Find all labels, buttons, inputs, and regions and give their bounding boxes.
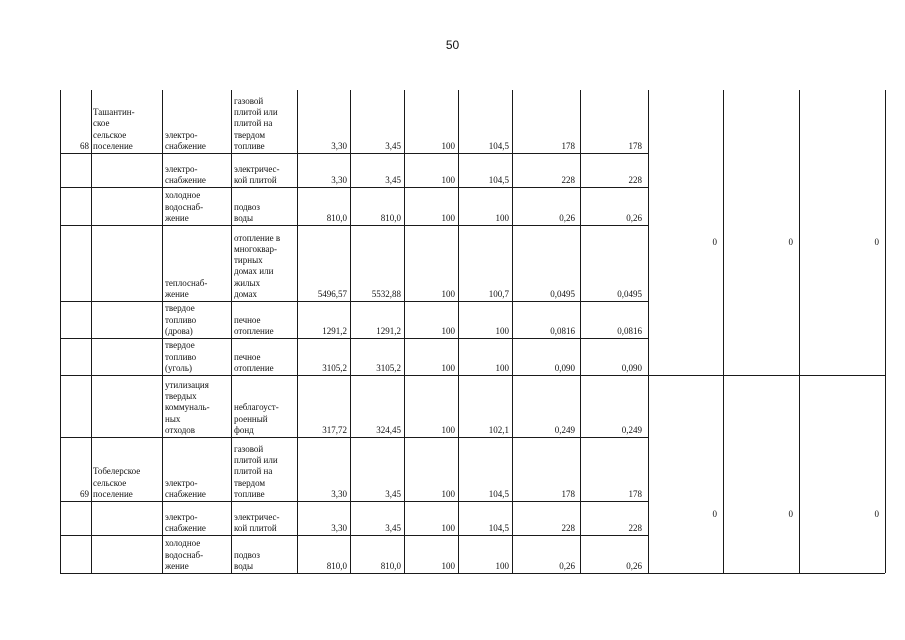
row-rule (648, 375, 885, 376)
value-cell: 0,0495 (550, 288, 575, 299)
value-cell: 0,249 (621, 424, 642, 435)
right-group-value: 0 (712, 237, 717, 247)
value-cell: 3105,2 (322, 362, 347, 373)
right-group-value: 0 (874, 509, 879, 519)
right-group-value: 0 (712, 509, 717, 519)
column-rule (885, 90, 886, 573)
row-rule (60, 301, 648, 302)
value-cell: 178 (628, 140, 642, 151)
value-cell: 0,0816 (617, 325, 642, 336)
value-cell: 810,0 (380, 212, 401, 223)
value-cell: 100 (495, 560, 509, 571)
column-rule (231, 90, 232, 573)
service-type: электро- снабжение (165, 511, 206, 533)
value-cell: 228 (561, 174, 575, 185)
value-cell: 100 (441, 560, 455, 571)
service-condition: неблагоуст- роенный фонд (234, 402, 279, 435)
value-cell: 3,30 (331, 488, 347, 499)
service-type: электро- снабжение (165, 477, 206, 499)
value-cell: 178 (628, 488, 642, 499)
service-type: теплоснаб- жение (165, 277, 208, 299)
page-number: 50 (445, 38, 460, 52)
service-type: холодное водоснаб- жение (165, 190, 204, 223)
row-rule (60, 573, 648, 574)
value-cell: 3,30 (331, 174, 347, 185)
value-cell: 0,26 (626, 212, 642, 223)
service-type: электро- снабжение (165, 129, 206, 151)
row-number: 68 (80, 140, 89, 151)
service-condition: подвоз воды (234, 201, 260, 223)
right-group-value: 0 (788, 237, 793, 247)
row-rule (60, 187, 648, 188)
column-rule (162, 90, 163, 573)
value-cell: 104,5 (488, 140, 509, 151)
value-cell: 102,1 (488, 424, 509, 435)
right-group-value: 0 (788, 509, 793, 519)
value-cell: 0,26 (626, 560, 642, 571)
value-cell: 0,26 (559, 560, 575, 571)
value-cell: 5496,57 (317, 288, 347, 299)
value-cell: 104,5 (488, 522, 509, 533)
column-rule (799, 90, 800, 573)
value-cell: 100 (441, 140, 455, 151)
service-type: электро- снабжение (165, 163, 206, 185)
value-cell: 104,5 (488, 488, 509, 499)
row-rule (648, 573, 885, 574)
value-cell: 3,45 (385, 174, 401, 185)
value-cell: 100 (441, 174, 455, 185)
service-type: твердое топливо (уголь) (165, 340, 197, 373)
value-cell: 0,26 (559, 212, 575, 223)
column-rule (91, 90, 92, 573)
value-cell: 100 (441, 212, 455, 223)
row-rule (60, 338, 648, 339)
value-cell: 1291,2 (376, 325, 401, 336)
value-cell: 317,72 (322, 424, 347, 435)
column-rule (723, 90, 724, 573)
value-cell: 1291,2 (322, 325, 347, 336)
service-condition: электричес- кой плитой (234, 511, 280, 533)
value-cell: 0,249 (554, 424, 575, 435)
value-cell: 810,0 (380, 560, 401, 571)
value-cell: 0,090 (621, 362, 642, 373)
column-rule (60, 90, 61, 573)
value-cell: 810,0 (326, 212, 347, 223)
value-cell: 228 (628, 522, 642, 533)
value-cell: 3,30 (331, 140, 347, 151)
service-condition: подвоз воды (234, 549, 260, 571)
value-cell: 3,30 (331, 522, 347, 533)
row-number: 69 (80, 488, 89, 499)
value-cell: 3105,2 (376, 362, 401, 373)
value-cell: 228 (561, 522, 575, 533)
column-rule (648, 90, 649, 573)
service-condition: отопление в многоквар- тирных домах или жилых домах (234, 232, 281, 299)
row-rule (60, 437, 648, 438)
value-cell: 100 (441, 488, 455, 499)
service-condition: печное отопление (234, 314, 274, 336)
value-cell: 3,45 (385, 488, 401, 499)
settlement-name: Тобелерское сельское поселение (93, 466, 141, 499)
settlement-name: Ташантин- ское сельское поселение (93, 107, 135, 151)
value-cell: 324,45 (376, 424, 401, 435)
value-cell: 178 (561, 488, 575, 499)
row-rule (60, 153, 648, 154)
value-cell: 100 (441, 522, 455, 533)
row-rule (60, 535, 648, 536)
service-type: утилизация твердых коммуналь- ных отходов (165, 379, 210, 435)
value-cell: 100 (441, 362, 455, 373)
service-condition: газовой плитой или плитой на твердом топливе (234, 443, 278, 499)
value-cell: 3,45 (385, 140, 401, 151)
value-cell: 0,0495 (617, 288, 642, 299)
value-cell: 100 (495, 362, 509, 373)
value-cell: 0,090 (554, 362, 575, 373)
value-cell: 810,0 (326, 560, 347, 571)
value-cell: 100 (441, 325, 455, 336)
value-cell: 100,7 (488, 288, 509, 299)
service-type: холодное водоснаб- жение (165, 538, 204, 571)
service-type: твердое топливо (дрова) (165, 303, 197, 336)
row-rule (60, 225, 648, 226)
value-cell: 100 (495, 325, 509, 336)
row-rule (60, 375, 648, 376)
row-rule (60, 501, 648, 502)
value-cell: 0,0816 (550, 325, 575, 336)
value-cell: 5532,88 (371, 288, 401, 299)
value-cell: 104,5 (488, 174, 509, 185)
value-cell: 100 (441, 424, 455, 435)
right-group-value: 0 (874, 237, 879, 247)
value-cell: 228 (628, 174, 642, 185)
value-cell: 100 (441, 288, 455, 299)
service-condition: газовой плитой или плитой на твердом топливе (234, 95, 278, 151)
value-cell: 100 (495, 212, 509, 223)
value-cell: 178 (561, 140, 575, 151)
service-condition: электричес- кой плитой (234, 163, 280, 185)
value-cell: 3,45 (385, 522, 401, 533)
service-condition: печное отопление (234, 351, 274, 373)
